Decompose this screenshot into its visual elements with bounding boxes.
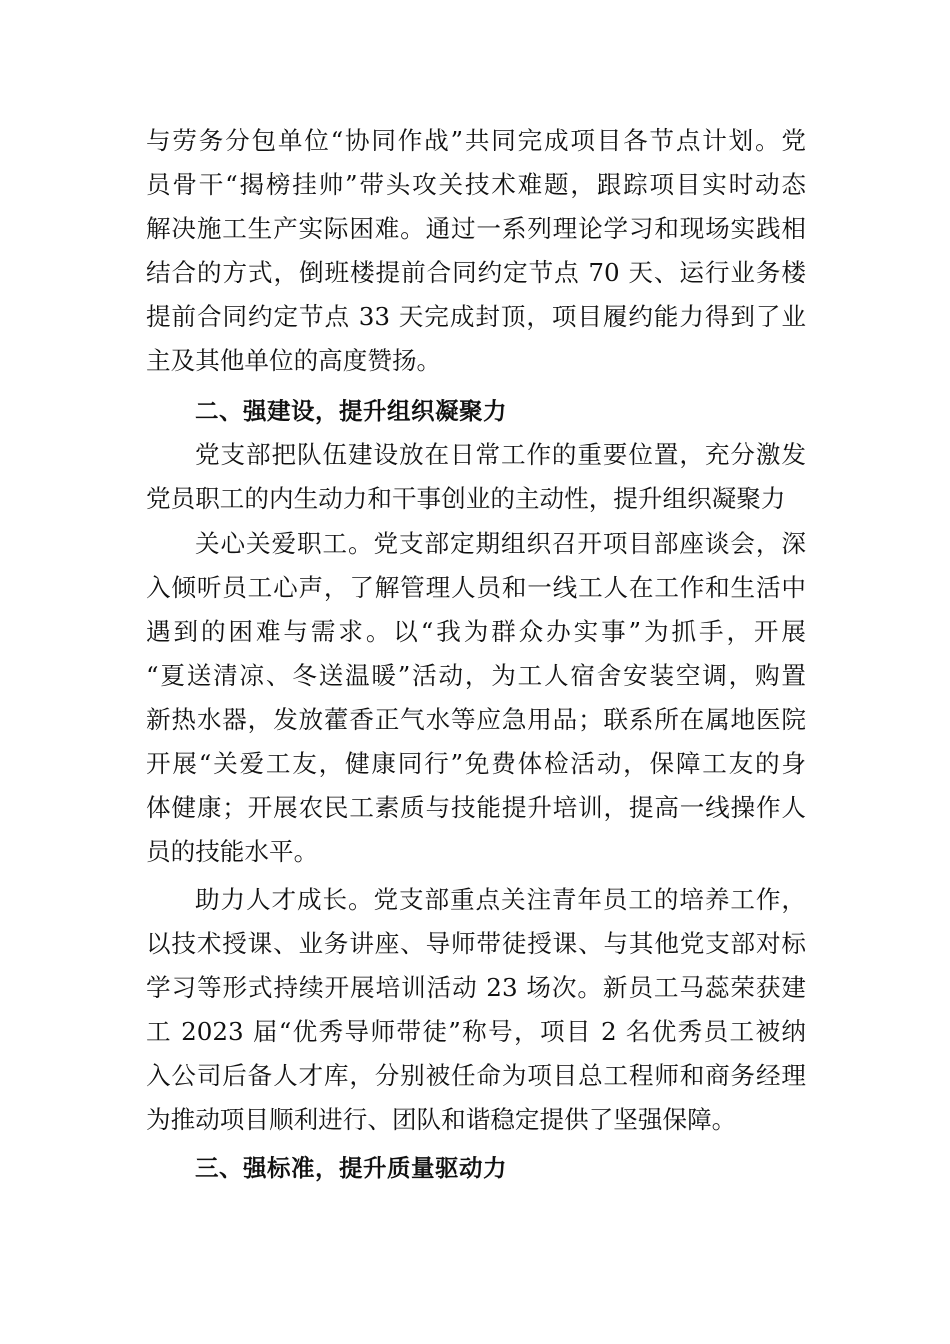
text-line: 新热水器，发放藿香正气水等应急用品；联系所在属地医院 <box>146 705 806 734</box>
section-heading-3: 三、强标准，提升质量驱动力 <box>195 1154 507 1182</box>
text-line: 助力人才成长。党支部重点关注青年员工的培养工作， <box>195 885 806 914</box>
text-line: 解决施工生产实际困难。通过一系列理论学习和现场实践相 <box>146 214 806 243</box>
text-line: 入倾听员工心声，了解管理人员和一线工人在工作和生活中 <box>146 573 806 602</box>
text-line: 工 2023 届“优秀导师带徒”称号，项目 2 名优秀员工被纳 <box>146 1017 806 1046</box>
text-line: 员的技能水平。 <box>146 837 319 866</box>
text-line: 党支部把队伍建设放在日常工作的重要位置，充分激发 <box>195 440 806 469</box>
text-line: 提前合同约定节点 33 天完成封顶，项目履约能力得到了业 <box>146 302 806 331</box>
text-line: 遇到的困难与需求。以“我为群众办实事”为抓手，开展 <box>146 617 806 646</box>
text-line: 与劳务分包单位“协同作战”共同完成项目各节点计划。党 <box>146 126 806 155</box>
text-line: 入公司后备人才库，分别被任命为项目总工程师和商务经理 <box>146 1061 806 1090</box>
text-line: 体健康；开展农民工素质与技能提升培训，提高一线操作人 <box>146 793 806 822</box>
text-line: “夏送清凉、冬送温暖”活动，为工人宿舍安装空调，购置 <box>146 661 806 690</box>
text-line: 党员职工的内生动力和干事创业的主动性，提升组织凝聚力 <box>146 484 786 513</box>
text-line: 主及其他单位的高度赞扬。 <box>146 346 442 375</box>
text-line: 以技术授课、业务讲座、导师带徒授课、与其他党支部对标 <box>146 929 806 958</box>
text-line: 学习等形式持续开展培训活动 23 场次。新员工马蕊荣获建 <box>146 973 806 1002</box>
text-line: 员骨干“揭榜挂帅”带头攻关技术难题，跟踪项目实时动态 <box>146 170 806 199</box>
text-line: 关心关爱职工。党支部定期组织召开项目部座谈会，深 <box>195 529 806 558</box>
text-line: 为推动项目顺利进行、团队和谐稳定提供了坚强保障。 <box>146 1105 737 1134</box>
text-line: 开展“关爱工友，健康同行”免费体检活动，保障工友的身 <box>146 749 806 778</box>
section-heading-2: 二、强建设，提升组织凝聚力 <box>195 397 507 425</box>
text-line: 结合的方式，倒班楼提前合同约定节点 70 天、运行业务楼 <box>146 258 806 287</box>
